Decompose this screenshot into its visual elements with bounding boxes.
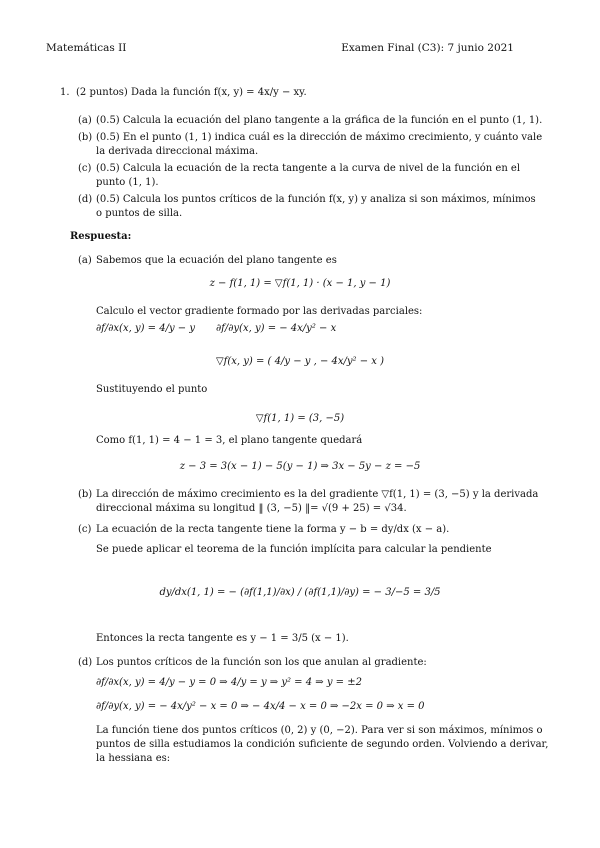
substitution-text: Sustituyendo el punto — [96, 384, 208, 395]
answer-d-text: La función tiene dos puntos críticos (0, 2) y (0, −2). Para ver si son máximos, mínimos o — [96, 725, 543, 736]
implicit-slope: dy/dx(1, 1) = − (∂f(1,1)/∂x) / (∂f(1,1)/∂y) = − 3/−5 = 3/5 — [159, 587, 441, 598]
answer-c-line1: La ecuación de la recta tangente tiene la forma y − b = dy/dx (x − a). — [96, 524, 450, 535]
answer-b-text: La dirección de máximo crecimiento es la del gradiente ▽f(1, 1) = (3, −5) y la derivada — [96, 489, 539, 500]
value-text: Como f(1, 1) = 4 − 1 = 3, el plano tangente quedará — [96, 435, 363, 446]
part-c-label: (c) — [78, 163, 92, 174]
critical-eq-x: ∂f/∂x(x, y) = 4/y − y = 0 ⇒ 4/y = y ⇒ y² = 4 ⇒ y = ±2 — [96, 677, 362, 688]
answer-title: Respuesta: — [70, 231, 132, 242]
problem-statement: (2 puntos) Dada la función f(x, y) = 4x/y − xy. — [76, 87, 307, 98]
answer-c-label: (c) — [78, 524, 92, 535]
gradient-text: Calculo el vector gradiente formado por las derivadas parciales: — [96, 306, 423, 317]
partial-y: ∂f/∂y(x, y) = − 4x/y² − x — [216, 323, 337, 334]
answer-d-text: puntos de silla estudiamos la condición suficiente de segundo orden. Volviendo a derivar, — [96, 739, 549, 750]
answer-c-line2: Se puede aplicar el teorema de la función implícita para calcular la pendiente — [96, 544, 492, 555]
answer-d-text: la hessiana es: — [96, 753, 171, 764]
exam-title: Examen Final (C3): 7 junio 2021 — [341, 42, 514, 54]
part-c-text: punto (1, 1). — [96, 177, 159, 188]
answer-d-intro: Los puntos críticos de la función son los que anulan al gradiente: — [96, 657, 427, 668]
partial-x: ∂f/∂x(x, y) = 4/y − y — [96, 323, 196, 334]
part-d-label: (d) — [78, 194, 93, 205]
course-title: Matemáticas II — [46, 42, 127, 54]
problem-number: 1. — [60, 87, 70, 98]
tangent-plane-formula: z − f(1, 1) = ▽f(1, 1) · (x − 1, y − 1) — [209, 278, 391, 289]
part-c-text: (0.5) Calcula la ecuación de la recta tangente a la curva de nivel de la función en el — [96, 163, 521, 174]
critical-eq-y: ∂f/∂y(x, y) = − 4x/y² − x = 0 ⇒ − 4x/4 − x = 0 ⇒ −2x = 0 ⇒ x = 0 — [96, 701, 425, 712]
part-b-text: la derivada direccional máxima. — [96, 146, 259, 157]
gradient-at-point: ▽f(1, 1) = (3, −5) — [255, 413, 345, 424]
answer-b-text: direccional máxima su longitud ‖ (3, −5) ‖= √(9 + 25) = √34. — [96, 503, 407, 514]
part-d-text: o puntos de silla. — [96, 208, 183, 219]
gradient-formula: ▽f(x, y) = ( 4/y − y , − 4x/y² − x ) — [215, 356, 384, 367]
tangent-plane-result: z − 3 = 3(x − 1) − 5(y − 1) ⇒ 3x − 5y − z = −5 — [179, 461, 421, 472]
answer-b-label: (b) — [78, 489, 93, 500]
answer-d-label: (d) — [78, 657, 93, 668]
part-a-text: (0.5) Calcula la ecuación del plano tangente a la gráfica de la función en el punto (1, 1). — [96, 115, 543, 126]
part-b-label: (b) — [78, 132, 93, 143]
part-b-text: (0.5) En el punto (1, 1) indica cuál es la dirección de máximo crecimiento, y cuánto vale — [96, 132, 543, 143]
answer-a-label: (a) — [78, 255, 92, 266]
part-d-text: (0.5) Calcula los puntos críticos de la función f(x, y) y analiza si son máximos, mínimos — [96, 194, 536, 205]
answer-a-intro: Sabemos que la ecuación del plano tangente es — [96, 255, 337, 266]
tangent-line-result: Entonces la recta tangente es y − 1 = 3/5 (x − 1). — [96, 633, 349, 644]
part-a-label: (a) — [78, 115, 92, 126]
